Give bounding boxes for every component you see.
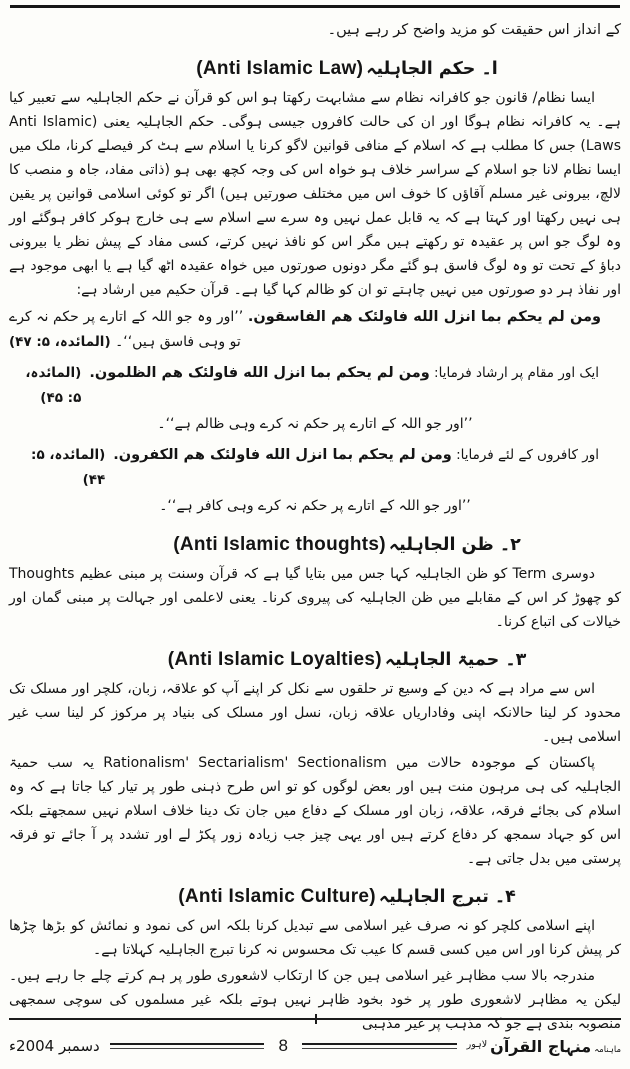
- page-footer: [9, 1018, 621, 1056]
- verse-reference: (المائدہ، ۵: ۴۵): [25, 365, 82, 406]
- page-number: 8: [278, 1036, 288, 1055]
- heading-english: (Anti Islamic thoughts): [173, 534, 386, 555]
- heading-urdu: ۲۔ ظن الجاہلیہ: [388, 535, 521, 555]
- body-paragraph: اس سے مراد ہے کہ دین کے وسیع تر حلقوں سے نکل کر اپنے آپ کو علاقہ، زبان، کلچر اور مسلک تک محدود کر لینا حالانکہ اپنی وفاداریاں علاقہ زبان، نسل اور مسلک کی بنیاد پر مرکوز کر لینا سب غیر اسلامی ہیں۔: [9, 681, 621, 745]
- heading-urdu: ۴۔ تبرج الجاہلیہ: [378, 887, 516, 907]
- heading-english: (Anti Islamic Loyalties): [167, 649, 382, 670]
- body-paragraph: دوسری Term کو ظن الجاہلیہ کہا جس میں بتایا گیا ہے کہ قرآن وسنت پر مبنی عظیم Thoughts کو چھوڑ کر اس کے مقابلے میں ظن الجاہلیہ کی پیروی کرنا۔ یعنی لاعلمی اور جہالت پر مبنی گمان اور خیالات کی اتباع کرنا۔: [9, 566, 621, 630]
- intro-line: کے انداز اس حقیقت کو مزید واضح کر رہے ہیں۔: [327, 22, 621, 38]
- heading-english: (Anti Islamic Culture): [178, 886, 376, 907]
- section-heading-thoughts: [41, 534, 630, 556]
- footer-rule: [9, 1018, 621, 1020]
- heading-urdu: ۳۔ حمیۃ الجاہلیہ: [384, 650, 527, 670]
- body-paragraph: مندرجہ بالا سب مظاہر غیر اسلامی ہیں جن کا ارتکاب لاشعوری طور پر ہم کرتے چلے جا رہے ہیں۔ لیکن یہ مظاہر لاشعوری طور پر خود بخود ظاہر نہیں ہوتے بلکہ غیر مسلموں کی سوچی سمجھی منصوبہ بندی ہے جو کہ مذہب پر غیر مذہبی: [9, 968, 621, 1032]
- body-paragraph: پاکستان کے موجودہ حالات میں Rationalism' Sectarialism' Sectionalism یہ سب حمیۃ الجاہلیہ کی ہی مرہون منت ہیں اور بعض لوگوں کو تو اس طرح ذہنی طور پر تیار کیا جاتا ہے کہ وہ اسلام کی بجائے فرقہ، علاقہ، زبان اور مسلک کے دفاع میں جان تک دینا خلاف اسلام نہیں سمجھتے بلکہ اس کو جہاد سمجھ کر دفاع کرتے ہیں اور یہی چیز جب زیادہ زور پکڑ لے اور تشدد پر آ جائے تو فرقہ پرستی میں بدل جاتی ہے۔: [9, 755, 621, 867]
- verse-lead-text: ایک اور مقام پر ارشاد فرمایا:: [434, 365, 599, 381]
- top-rule: [10, 5, 620, 8]
- quran-quote-1: [9, 305, 621, 355]
- quran-verse-arabic: ومن لم يحكم بما انزل الله فاولئک هم الظلمون.: [89, 365, 430, 381]
- section-heading-culture: [41, 886, 630, 908]
- verse-reference: (المائدہ، ۵: ۴۴): [31, 447, 106, 488]
- quran-verse-arabic: ومن لم يحكم بما انزل الله فاولئک هم الفاسقون.: [247, 309, 601, 325]
- footer-line-segment: [110, 1043, 265, 1049]
- verse-translation: ’’اور جو اللہ کے اتارے پر حکم نہ کرے وہی ظالم ہے‘‘۔: [157, 416, 473, 432]
- footer-line-segment: [302, 1043, 457, 1049]
- verse-reference: (المائدہ، ۵: ۴۷): [9, 334, 111, 350]
- verse-line-main: [113, 443, 621, 468]
- journal-city: لاہور: [466, 1038, 488, 1050]
- quran-verse-arabic: ومن لم يحكم بما انزل الله فاولئک هم الکفرون.: [113, 447, 452, 463]
- verse-lead-text: اور کافروں کے لئے فرمایا:: [456, 447, 599, 463]
- body-paragraph: اپنے اسلامی کلچر کو نہ صرف غیر اسلامی سے تبدیل کرنا بلکہ اس کی نمود و نمائش کو بڑھا چڑھا کر پیش کرنا اور اس میں کسی قسم کا عیب تک محسوس نہ کرنا تبرج الجاہلیہ کہلاتا ہے۔: [9, 918, 621, 958]
- section-heading-law: [41, 58, 630, 80]
- footer-journal-name: [467, 1037, 621, 1056]
- verse-translation: ’’اور جو اللہ کے اتارے پر حکم نہ کرے وہی کافر ہے‘‘۔: [159, 498, 471, 514]
- footer-row: [9, 1036, 621, 1056]
- quran-quote-3: [9, 443, 621, 493]
- heading-urdu: ا۔ حکم الجاہلیہ: [366, 59, 498, 79]
- section-heading-loyalties: [41, 649, 630, 671]
- heading-english: (Anti Islamic Law): [196, 58, 364, 79]
- verse-translation: ’’اور وہ جو اللہ کے اتارے پر حکم نہ کرے تو وہی فاسق ہیں‘‘۔: [9, 309, 244, 350]
- journal-title: منہاج القرآن: [490, 1036, 592, 1056]
- footer-date: دسمبر 2004ء: [8, 1037, 100, 1055]
- body-paragraph: ایسا نظام/ قانون جو کافرانہ نظام سے مشابہت رکھتا ہو اس کو قرآن نے حکم الجاہلیہ سے تعبیر کیا ہے۔ یہ کافرانہ نظام ہوگا اور ان کی حالت کافروں جیسی ہوگی۔ حکم الجاہلیہ یعنی (Anti Islamic Laws) جس کا مطلب ہے کہ اسلام کے منافی قوانین لاگو کرنا یا اسلام سے ہٹ کر فیصلے کرنا، ملک میں ایسا نظام لانا جو اسلام کے سراسر خلاف ہو خواہ اس کی وجہ کچھ بھی ہو (ذاتی مفاد، جاہ و منصب کا لالچ، بیرونی غیر مسلم آقاؤں کا خوف اس میں مختلف صورتیں ہیں) اگر تو کوئی اسلامی قوانین پر یقین ہی نہیں رکھتا اور کہتا ہے کہ یہ قابل عمل نہیں وہ سرے سے اسلام سے ہی خارج ہوکر کافر ہوگئے اور وہ لوگ جو اس پر عقیدہ تو رکھتے ہیں مگر اس کو نافذ نہیں کرتے، کسی مفاد کے پیش نظر یا بیرونی دباؤ کے تحت تو وہ لوگ فاسق ہو گئے مگر دونوں صورتوں میں خواہ عقیدہ اٹھ گیا ہے یا ابھی موجود ہے اور نفاذ ہر دو صورتوں میں نہیں چاہتے تو ان کو ظالم کہا گیا ہے۔ قرآن حکیم میں ارشاد ہے:: [9, 90, 621, 298]
- verse-line-main: [89, 361, 621, 386]
- quran-quote-2: [9, 361, 621, 411]
- journal-prefix: ماہنامہ: [594, 1044, 621, 1055]
